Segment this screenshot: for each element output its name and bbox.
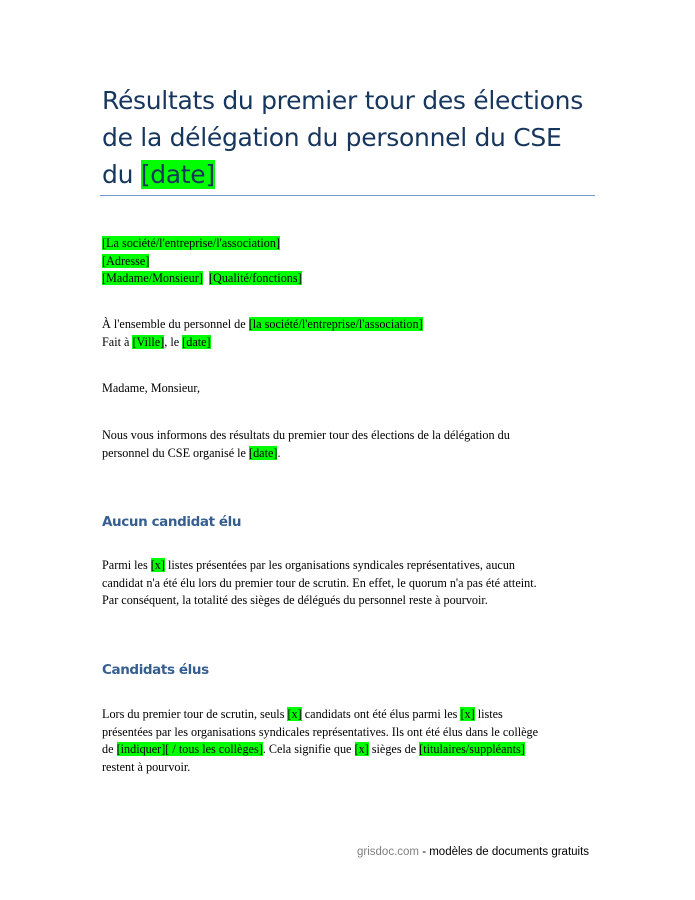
college-placeholder[interactable]: [indiquer][ / tous les collèges]: [116, 742, 263, 756]
seats-count-placeholder[interactable]: [x]: [354, 742, 369, 756]
address-placeholder[interactable]: [Adresse]: [102, 253, 150, 268]
date-placeholder[interactable]: [date]: [182, 334, 211, 349]
organization-placeholder[interactable]: [La société/l'entreprise/l'association]: [102, 236, 280, 250]
civility-placeholder[interactable]: [Madame/Monsieur]: [102, 271, 203, 285]
intro-paragraph: Nous vous informons des résultats du premier tour des élections de la délégation du personnel du CSE organisé le [date].: [102, 428, 510, 460]
function-placeholder[interactable]: [Qualité/fonctions]: [208, 271, 302, 285]
recipient-block: À l'ensemble du personnel de [la société/l'entreprise/l'association] Fait à [Ville], le [date]: [102, 317, 423, 349]
footer-site-link[interactable]: grisdoc.com: [357, 846, 419, 858]
section-heading-elected-candidates: Candidats élus: [102, 662, 209, 678]
page-footer: [357, 846, 589, 858]
seat-type-placeholder[interactable]: [titulaires/suppléants]: [419, 742, 525, 756]
title-date-placeholder[interactable]: [date]: [140, 160, 215, 189]
document-title: [102, 82, 602, 193]
footer-tagline: - modèles de documents gratuits: [419, 846, 590, 858]
title-prefix: du: [102, 160, 141, 189]
election-date-placeholder[interactable]: [date]: [249, 445, 278, 460]
address-block: [102, 235, 302, 288]
section2-paragraph: Lors du premier tour de scrutin, seuls [x] candidats ont été élus parmi les [x] listes présentées par les organisations syndicales représentatives. Ils ont été élus dans le collège de [indiquer][ / tous les collèges]. Cela signifie que [x] sièges de [titulaires/suppléants] restent à pourvoir.: [102, 707, 539, 774]
recipient-organization-placeholder[interactable]: [la société/l'entreprise/l'association]: [248, 317, 423, 331]
greeting: Madame, Monsieur,: [102, 381, 201, 395]
section1-paragraph: Parmi les [x] listes présentées par les organisations syndicales représentatives, aucun candidat n'a été élu lors du premier tour de scrutin. En effet, le quorum n'a pas été atteint. Par conséquent, la totalité des sièges de délégués du personnel reste à pourvoir.: [102, 558, 537, 607]
city-placeholder[interactable]: [Ville]: [132, 334, 165, 349]
elected-count-placeholder[interactable]: [x]: [287, 707, 302, 721]
lists-count-placeholder-2[interactable]: [x]: [460, 707, 475, 721]
title-line-3: [102, 156, 602, 193]
title-line-1: Résultats du premier tour des élections: [102, 86, 583, 115]
lists-count-placeholder[interactable]: [x]: [150, 558, 165, 572]
title-line-2: de la délégation du personnel du CSE: [102, 123, 562, 152]
title-underline-rule: [100, 195, 595, 196]
section-heading-no-candidate: Aucun candidat élu: [102, 514, 242, 530]
